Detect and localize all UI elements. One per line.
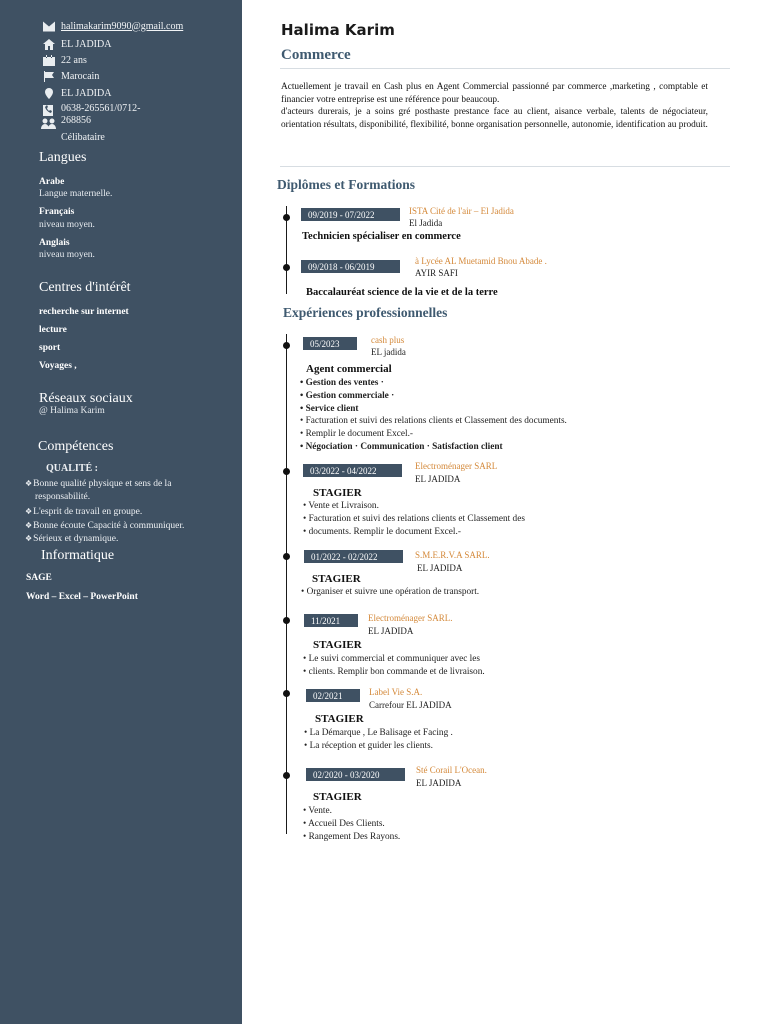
experience-task: • Facturation et suivi des relations clients et Classement des: [303, 514, 525, 524]
skills-title: Compétences: [38, 439, 114, 454]
interest-item: recherche sur internet: [39, 307, 129, 317]
experience-company: Electroménager SARL: [415, 461, 498, 471]
quality-text: Bonne qualité physique et sens de la: [33, 479, 172, 489]
timeline-dot: [283, 617, 290, 624]
experience-company: Electroménager SARL.: [368, 613, 453, 623]
education-date: 09/2018 - 06/2019: [301, 260, 400, 273]
timeline-dot: [283, 264, 290, 271]
quality-item: [25, 534, 118, 544]
diamond-bullet-icon: ❖: [25, 534, 33, 543]
education-title: Diplômes et Formations: [277, 177, 415, 192]
experience-task: • Service client: [300, 404, 359, 414]
experience-task: • Vente.: [303, 806, 332, 816]
experience-date: 11/2021: [304, 614, 358, 627]
email-link[interactable]: halimakarim9090@gmail.com: [61, 20, 184, 32]
experience-company: Sté Corail L'Ocean.: [416, 765, 487, 775]
quality-text: L'esprit de travail en groupe.: [33, 507, 143, 517]
task-text: Gestion des ventes ·: [305, 378, 384, 388]
it-title: Informatique: [41, 548, 115, 563]
task-text: La réception et guider les clients.: [309, 741, 433, 751]
experience-task: • Négociation · Communication · Satisfaction client: [300, 442, 503, 452]
it-item: SAGE: [26, 573, 52, 583]
experience-task: • Organiser et suivre une opération de transport.: [301, 587, 480, 597]
quality-item: [25, 479, 171, 489]
experience-place: EL JADIDA: [417, 563, 463, 573]
experience-date: 02/2021: [306, 689, 360, 702]
interest-item: sport: [39, 343, 61, 353]
contact-city-row: [42, 37, 111, 51]
language-name: Anglais: [39, 238, 70, 248]
experience-role: STAGIER: [313, 791, 362, 803]
city-text: EL JADIDA: [61, 38, 112, 50]
experience-role: STAGIER: [313, 639, 362, 651]
address-text: EL JADIDA: [61, 87, 112, 99]
language-level: niveau moyen.: [39, 220, 95, 230]
task-text: Remplir le document Excel.-: [305, 429, 413, 439]
experience-date: 01/2022 - 02/2022: [304, 550, 403, 563]
langues-title: Langues: [39, 150, 87, 165]
experience-date: 05/2023: [303, 337, 357, 350]
experience-title: Expériences professionnelles: [283, 305, 448, 320]
experience-company: cash plus: [371, 335, 405, 345]
education-degree: Baccalauréat science de la vie et de la terre: [306, 287, 498, 298]
education-school: ISTA Cité de l'air – El Jadida: [409, 206, 514, 216]
timeline-dot: [283, 772, 290, 779]
status-text: Célibataire: [61, 131, 105, 143]
quality-text: Bonne écoute Capacité à communiquer.: [33, 521, 185, 531]
language-name: Français: [39, 207, 75, 217]
task-text: Le suivi commercial et communiquer avec les: [308, 654, 481, 664]
timeline-dot: [283, 553, 290, 560]
timeline-dot: [283, 468, 290, 475]
quality-item: [25, 521, 184, 531]
phone-line-1: 0638-265561/0712-: [61, 103, 141, 114]
education-place: El Jadida: [409, 218, 443, 228]
language-level: Langue maternelle.: [39, 189, 113, 199]
experience-task: • La Démarque , Le Balisage et Facing .: [304, 728, 453, 738]
it-item: Word – Excel – PowerPoint: [26, 592, 138, 602]
language-name: Arabe: [39, 177, 65, 187]
education-degree: Technicien spécialiser en commerce: [302, 231, 461, 242]
candidate-name: Halima Karim: [281, 21, 395, 39]
language-level: niveau moyen.: [39, 250, 95, 260]
task-text: Service client: [305, 404, 359, 414]
experience-task: • clients. Remplir bon commande et de livraison.: [303, 667, 485, 677]
experience-role: Agent commercial: [306, 363, 392, 375]
task-text: Organiser et suivre une opération de transport.: [306, 587, 480, 597]
education-place: AYIR SAFI: [415, 268, 458, 278]
experience-place: Carrefour EL JADIDA: [369, 700, 452, 710]
contact-email-row: [42, 19, 183, 33]
task-text: Vente.: [308, 806, 332, 816]
candidate-field: Commerce: [281, 47, 351, 63]
social-handle: @ Halima Karim: [39, 406, 105, 416]
experience-timeline: [286, 334, 287, 834]
experience-task: • Facturation et suivi des relations clients et Classement des documents.: [300, 416, 567, 426]
task-text: Vente et Livraison.: [308, 501, 379, 511]
interest-item: lecture: [39, 325, 67, 335]
nationality-text: Marocain: [61, 70, 100, 82]
contact-age-row: [42, 53, 87, 67]
experience-task: • Accueil Des Clients.: [303, 819, 385, 829]
home-icon: [42, 38, 55, 50]
experience-company: S.M.E.R.V.A SARL.: [415, 550, 490, 560]
experience-task: • Le suivi commercial et communiquer avec les: [303, 654, 481, 664]
experience-task: • Remplir le document Excel.-: [300, 429, 413, 439]
experience-task: • Gestion commerciale ·: [300, 391, 395, 401]
task-text: clients. Remplir bon commande et de livraison.: [308, 667, 485, 677]
task-text: Accueil Des Clients.: [308, 819, 385, 829]
timeline-dot: [283, 342, 290, 349]
contact-nationality-row: [42, 69, 99, 83]
experience-task: • Gestion des ventes ·: [300, 378, 384, 388]
divider: [280, 166, 730, 167]
task-text: Gestion commerciale ·: [305, 391, 395, 401]
users-icon: [41, 117, 56, 129]
task-text: Rangement Des Rayons.: [308, 832, 401, 842]
experience-role: STAGIER: [315, 713, 364, 725]
task-text: Facturation et suivi des relations clients et Classement des documents.: [305, 416, 567, 426]
experience-task: • Rangement Des Rayons.: [303, 832, 401, 842]
task-text: documents. Remplir le document Excel.-: [308, 527, 461, 537]
experience-task: • Vente et Livraison.: [303, 501, 379, 511]
contact-address-row: [42, 86, 111, 100]
flag-icon: [42, 70, 55, 82]
quality-text: Sérieux et dynamique.: [33, 534, 119, 544]
experience-date: 02/2020 - 03/2020: [306, 768, 405, 781]
age-text: 22 ans: [61, 54, 87, 66]
task-text: Facturation et suivi des relations clients et Classement des: [308, 514, 525, 524]
experience-place: EL JADIDA: [416, 778, 462, 788]
phone-text: [61, 103, 161, 127]
envelope-icon: [42, 20, 55, 32]
contact-status-row: [61, 130, 105, 144]
calendar-icon: [42, 54, 55, 66]
task-text: La Démarque , Le Balisage et Facing .: [309, 728, 453, 738]
diamond-bullet-icon: ❖: [25, 507, 33, 516]
experience-company: Label Vie S.A.: [369, 687, 423, 697]
map-pin-icon: [42, 87, 55, 99]
interest-item: Voyages ,: [39, 361, 77, 371]
experience-role: STAGIER: [313, 487, 362, 499]
experience-task: • La réception et guider les clients.: [304, 741, 433, 751]
timeline-dot: [283, 214, 290, 221]
timeline-dot: [283, 690, 290, 697]
summary-paragraph-1: Actuellement je travail en Cash plus en Agent Commercial passionné par commerce ,marketing , comptable et financier votre entreprise est une référence pour beaucoup.: [281, 82, 708, 105]
divider: [280, 68, 730, 69]
experience-task: • documents. Remplir le document Excel.-: [303, 527, 461, 537]
education-date: 09/2019 - 07/2022: [301, 208, 400, 221]
qualities-label: QUALITÉ :: [46, 463, 98, 474]
experience-place: EL JADIDA: [368, 626, 414, 636]
profile-summary: [281, 81, 708, 131]
quality-item: responsabilité.: [35, 492, 91, 502]
interests-title: Centres d'intérêt: [39, 280, 131, 295]
education-school: à Lycée AL Muetamid Bnou Abade .: [415, 256, 547, 266]
summary-paragraph-2: d'acteurs durerais, je a soins gré posthaste prestance face au client, aisance verbale, talents de négociateur, orientation résultats, disponibilité, flexibilité, bonne organisation personnelle, autonomie, identification au produit.: [281, 107, 708, 130]
quality-item: [25, 507, 142, 517]
experience-place: EL JADIDA: [415, 474, 461, 484]
diamond-bullet-icon: ❖: [25, 479, 33, 488]
phone-icon: [42, 103, 55, 115]
experience-place: EL jadida: [371, 347, 406, 357]
social-title: Réseaux sociaux: [39, 391, 133, 406]
task-text: Négociation · Communication · Satisfaction client: [305, 442, 503, 452]
experience-date: 03/2022 - 04/2022: [303, 464, 402, 477]
experience-role: STAGIER: [312, 573, 361, 585]
diamond-bullet-icon: ❖: [25, 521, 33, 530]
phone-line-2: 268856: [61, 115, 91, 126]
sidebar: [0, 0, 242, 1024]
